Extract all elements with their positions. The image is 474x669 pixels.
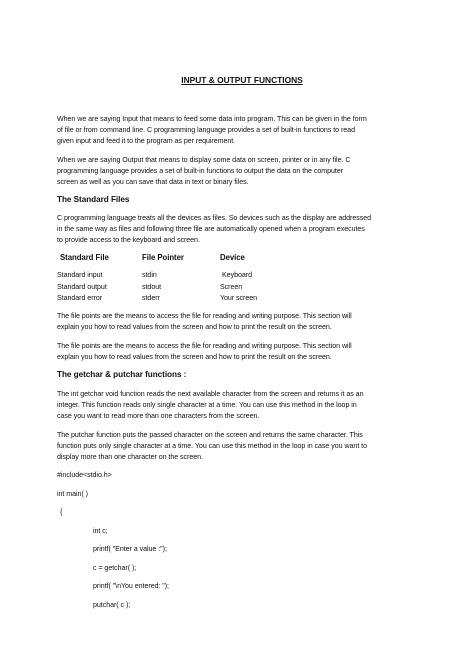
code-line: c = getchar( ); [93,564,137,572]
table-cell: Your screen [220,294,258,302]
text-line: integer. This function reads only single character at a time. You can use this method in the loop in [57,401,357,409]
table-cell: Screen [220,283,243,291]
text-line: of file or from command line. C programming language provides a set of built-in functions to read [57,126,355,134]
text-line: in the same way as files and following three file are automatically opened when a program executes [57,225,365,233]
text-line: given input and feed it to the program as per requirement. [57,137,236,145]
code-line: #include<stdio.h> [57,471,112,479]
table-cell: stdin [142,271,157,279]
text-line: function puts only single character at a time. You can use this method in the loop in case you want to [57,442,367,450]
code-line: putchar( c ); [93,601,131,609]
text-line: display more than one character on the screen. [57,453,203,461]
code-line: { [60,508,63,516]
text-line: The int getchar void function reads the next available character from the screen and returns it as an [57,390,364,398]
text-line: When we are saying Output that means to display some data on screen, printer or in any file. C [57,156,351,164]
section-heading-standard-files: The Standard Files [57,195,130,204]
table-header: Device [220,253,245,262]
code-line: printf( "\nYou entered: "); [93,582,169,590]
table-header: Standard File [60,253,109,262]
table-cell: stdout [142,283,162,291]
text-line: case you want to read more than one characters from the screen. [57,412,260,420]
table-cell: Standard error [57,294,103,302]
text-line: When we are saying Input that means to feed some data into program. This can be given in the form [57,115,367,123]
text-line: explain you how to read values from the screen and how to print the result on the screen. [57,353,332,361]
text-line: C programming language treats all the devices as files. So devices such as the display are addressed [57,214,371,222]
table-cell: stderr [142,294,160,302]
table-cell: Standard output [57,283,107,291]
text-line: explain you how to read values from the screen and how to print the result on the screen. [57,323,332,331]
page-title: INPUT & OUTPUT FUNCTIONS [181,75,303,85]
text-line: The file points are the means to access the file for reading and writing purpose. This section will [57,312,352,320]
text-line: to provide access to the keyboard and screen. [57,236,200,244]
code-line: printf( "Enter a value :"); [93,545,167,553]
table-cell: Keyboard [222,271,252,279]
text-line: screen as well as you can save that data in text or binary files. [57,178,249,186]
code-line: int main( ) [57,490,88,498]
text-line: The putchar function puts the passed character on the screen and returns the same character. This [57,431,363,439]
text-line: programming language provides a set of built-in functions to output the data on the computer [57,167,344,175]
table-header: File Pointer [142,253,184,262]
code-line: int c; [93,527,108,535]
text-line: The file points are the means to access the file for reading and writing purpose. This section will [57,342,352,350]
section-heading-getchar-putchar: The getchar & putchar functions : [57,370,187,379]
table-cell: Standard input [57,271,103,279]
